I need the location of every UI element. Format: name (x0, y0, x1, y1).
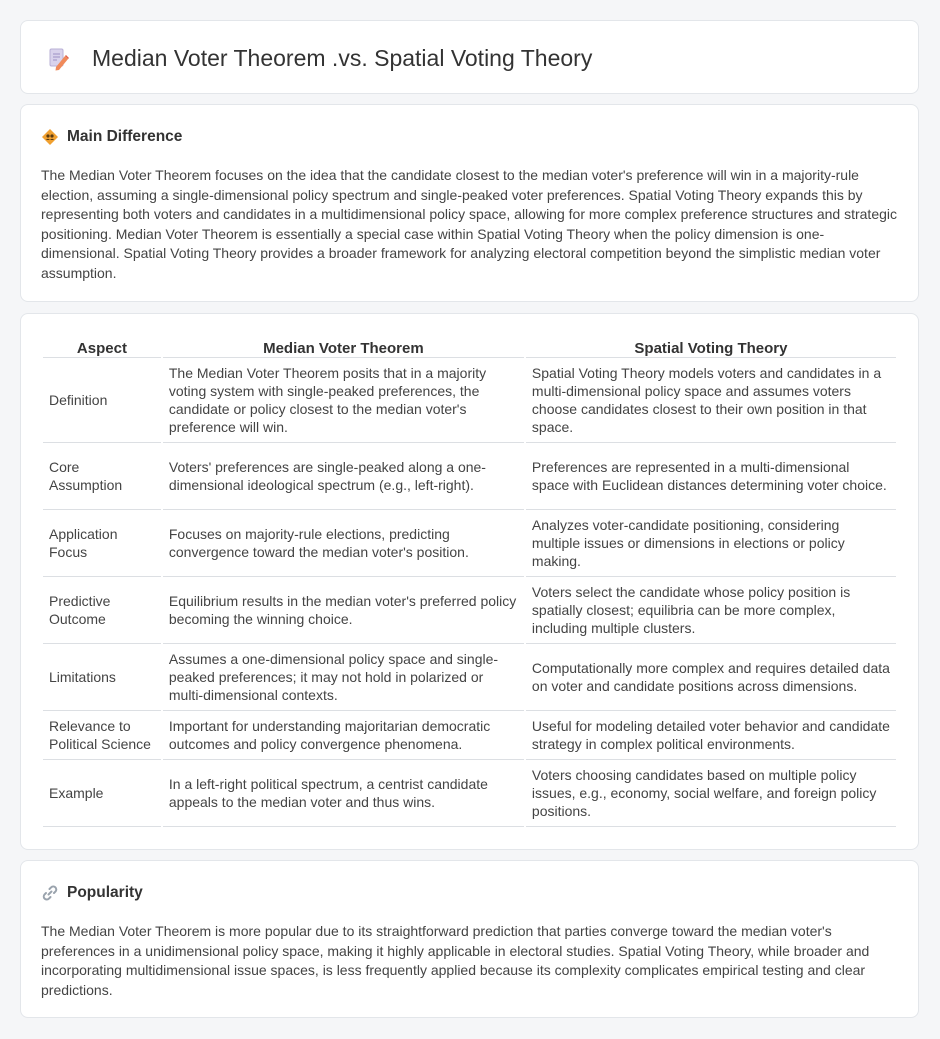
main-difference-section (20, 104, 919, 302)
document-pencil-icon (47, 47, 69, 71)
popularity-text: The Median Voter Theorem is more popular due to its straightforward prediction that parties converge toward the median voter's preferences in a unidimensional policy space, making it highly applicable in electoral studies. Spatial Voting Theory, while broader and incorporating multidimensional issue spaces, is less frequently applied because its complexity complicates empirical testing and clear predictions. (41, 923, 870, 998)
diamond-people-icon (41, 128, 59, 146)
comparison-section (20, 313, 919, 850)
svt-cell: Analyzes voter-candidate positioning, considering multiple issues or dimensions in elections or policy making. (526, 510, 896, 577)
table-row (43, 443, 896, 510)
mvt-cell: Voters' preferences are single-peaked along a one-dimensional ideological spectrum (e.g., left-right). (163, 443, 524, 510)
table-row (43, 760, 896, 827)
popularity-heading (41, 883, 143, 903)
table-row (43, 358, 896, 443)
aspect-cell: Application Focus (43, 510, 161, 577)
mvt-cell: Assumes a one-dimensional policy space and single-peaked preferences; it may not hold in polarized or multi-dimensional contexts. (163, 644, 524, 711)
svt-cell: Preferences are represented in a multi-dimensional space with Euclidean distances determining voter choice. (526, 443, 896, 510)
link-icon (41, 884, 59, 902)
svt-cell: Computationally more complex and requires detailed data on voter and candidate positions across dimensions. (526, 644, 896, 711)
svt-cell: Spatial Voting Theory models voters and candidates in a multi-dimensional policy space and assumes voters choose candidates closest to their own position in that space. (526, 358, 896, 443)
mvt-cell: Important for understanding majoritarian democratic outcomes and policy convergence phenomena. (163, 711, 524, 760)
aspect-cell: Relevance to Political Science (43, 711, 161, 760)
table-row (43, 510, 896, 577)
comparison-table (41, 336, 898, 827)
header-aspect: Aspect (43, 336, 161, 358)
main-difference-heading (41, 127, 182, 147)
aspect-cell: Example (43, 760, 161, 827)
popularity-section (20, 860, 919, 1018)
aspect-cell: Core Assumption (43, 443, 161, 510)
main-difference-title: Main Difference (67, 128, 183, 145)
header-card (20, 20, 919, 94)
svt-cell: Useful for modeling detailed voter behavior and candidate strategy in complex political environments. (526, 711, 896, 760)
popularity-title: Popularity (67, 884, 143, 901)
mvt-cell: The Median Voter Theorem posits that in a majority voting system with single-peaked preferences, the candidate or policy closest to the median voter's preference will win. (163, 358, 524, 443)
header-spatial-voting-theory: Spatial Voting Theory (526, 336, 896, 358)
aspect-cell: Definition (43, 358, 161, 443)
mvt-cell: In a left-right political spectrum, a centrist candidate appeals to the median voter and thus wins. (163, 760, 524, 827)
aspect-cell: Limitations (43, 644, 161, 711)
mvt-cell: Focuses on majority-rule elections, predicting convergence toward the median voter's position. (163, 510, 524, 577)
svt-cell: Voters select the candidate whose policy position is spatially closest; equilibria can be more complex, including multiple clusters. (526, 577, 896, 644)
table-row (43, 577, 896, 644)
header-median-voter-theorem: Median Voter Theorem (163, 336, 524, 358)
table-row (43, 644, 896, 711)
table-header-row (43, 336, 896, 358)
main-difference-text: The Median Voter Theorem focuses on the idea that the candidate closest to the median voter's preference will win in a majority-rule election, assuming a single-dimensional policy spectrum and single-peaked voter preferences. Spatial Voting Theory expands this by representing both voters and candidates in a multidimensional policy space, allowing for more complex preference structures and strategic positioning. Median Voter Theorem is essentially a special case within Spatial Voting Theory when the policy dimension is one-dimensional. Spatial Voting Theory provides a broader framework for analyzing electoral competition beyond the simplistic median voter assumption. (41, 167, 898, 281)
table-row (43, 711, 896, 760)
page-title: Median Voter Theorem .vs. Spatial Voting Theory (92, 45, 593, 71)
svt-cell: Voters choosing candidates based on multiple policy issues, e.g., economy, social welfare, and foreign policy positions. (526, 760, 896, 827)
mvt-cell: Equilibrium results in the median voter's preferred policy becoming the winning choice. (163, 577, 524, 644)
aspect-cell: Predictive Outcome (43, 577, 161, 644)
